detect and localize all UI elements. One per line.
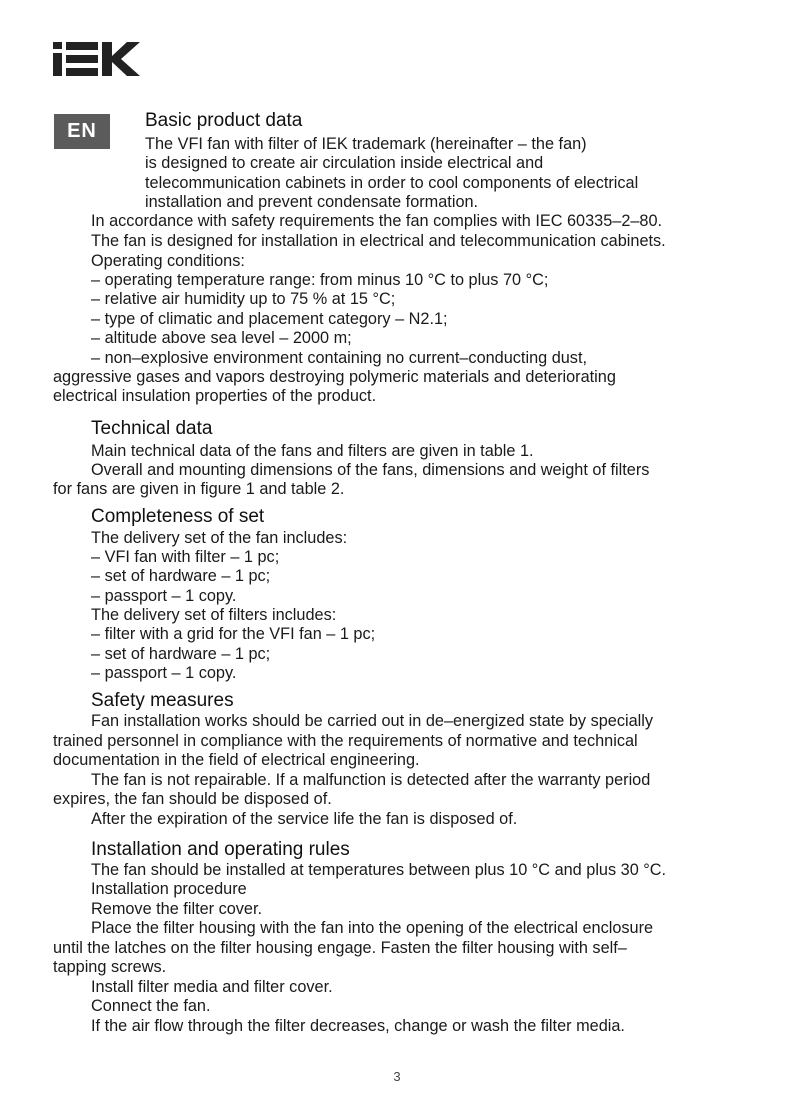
text-line: – altitude above sea level – 2000 m; bbox=[91, 329, 352, 347]
text-line: Installation procedure bbox=[91, 880, 247, 898]
text-line: until the latches on the filter housing engage. Fasten the filter housing with self– bbox=[53, 939, 627, 957]
text-line: trained personnel in compliance with the requirements of normative and technical bbox=[53, 732, 638, 750]
text-line: If the air flow through the filter decreases, change or wash the filter media. bbox=[91, 1017, 625, 1035]
text-line: The delivery set of filters includes: bbox=[91, 606, 337, 624]
page-number: 3 bbox=[393, 1069, 401, 1084]
text-line: – passport – 1 copy. bbox=[91, 664, 237, 682]
text-line: After the expiration of the service life the fan is disposed of. bbox=[91, 810, 518, 828]
text-line: – set of hardware – 1 pc; bbox=[91, 645, 271, 663]
text-line: – set of hardware – 1 pc; bbox=[91, 567, 271, 585]
text-line: – non–explosive environment containing no current–conducting dust, bbox=[91, 349, 587, 367]
section-heading: Completeness of set bbox=[91, 506, 265, 527]
section-heading: Safety measures bbox=[91, 690, 234, 711]
text-line: tapping screws. bbox=[53, 958, 167, 976]
text-line: Operating conditions: bbox=[91, 252, 245, 270]
text-line: Overall and mounting dimensions of the fans, dimensions and weight of filters bbox=[91, 461, 650, 479]
text-line: – operating temperature range: from minus 10 °C to plus 70 °C; bbox=[91, 271, 549, 289]
section-heading: Installation and operating rules bbox=[91, 839, 350, 860]
text-line: The VFI fan with filter of IEK trademark (hereinafter – the fan) bbox=[145, 135, 587, 153]
text-line: Connect the fan. bbox=[91, 997, 211, 1015]
text-line: The delivery set of the fan includes: bbox=[91, 529, 348, 547]
text-line: for fans are given in figure 1 and table 2. bbox=[53, 480, 345, 498]
language-badge: EN bbox=[54, 114, 110, 149]
text-line: Fan installation works should be carried out in de–energized state by specially bbox=[91, 712, 654, 730]
text-line: documentation in the field of electrical engineering. bbox=[53, 751, 420, 769]
section-heading: Basic product data bbox=[145, 110, 303, 131]
text-line: – VFI fan with filter – 1 pc; bbox=[91, 548, 280, 566]
section-heading: Technical data bbox=[91, 418, 213, 439]
text-line: Install filter media and filter cover. bbox=[91, 978, 333, 996]
text-line: is designed to create air circulation inside electrical and bbox=[145, 154, 544, 172]
text-line: The fan is not repairable. If a malfunction is detected after the warranty period bbox=[91, 771, 651, 789]
text-line: – relative air humidity up to 75 % at 15 °C; bbox=[91, 290, 396, 308]
text-line: Place the filter housing with the fan into the opening of the electrical enclosure bbox=[91, 919, 654, 937]
text-line: – filter with a grid for the VFI fan – 1 pc; bbox=[91, 625, 376, 643]
text-line: The fan is designed for installation in electrical and telecommunication cabinets. bbox=[91, 232, 666, 250]
text-line: – type of climatic and placement category – N2.1; bbox=[91, 310, 448, 328]
iek-logo bbox=[53, 42, 141, 76]
text-line: In accordance with safety requirements the fan complies with IEC 60335–2–80. bbox=[91, 212, 663, 230]
text-line: The fan should be installed at temperatures between plus 10 °C and plus 30 °C. bbox=[91, 861, 667, 879]
text-line: Main technical data of the fans and filters are given in table 1. bbox=[91, 442, 534, 460]
text-line: electrical insulation properties of the product. bbox=[53, 387, 377, 405]
text-line: aggressive gases and vapors destroying polymeric materials and deteriorating bbox=[53, 368, 616, 386]
text-line: Remove the filter cover. bbox=[91, 900, 263, 918]
text-line: expires, the fan should be disposed of. bbox=[53, 790, 332, 808]
text-line: telecommunication cabinets in order to cool components of electrical bbox=[145, 174, 639, 192]
text-line: installation and prevent condensate formation. bbox=[145, 193, 479, 211]
text-line: – passport – 1 copy. bbox=[91, 587, 237, 605]
